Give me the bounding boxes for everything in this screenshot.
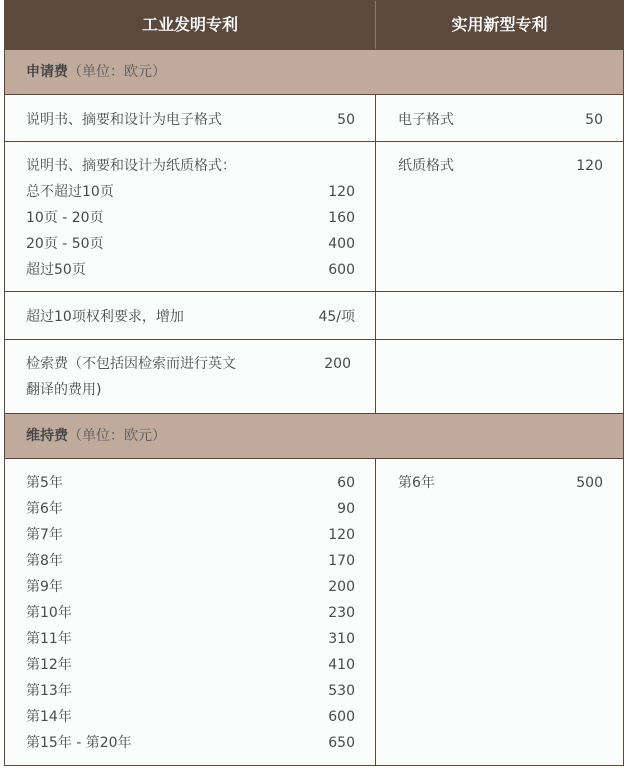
fee-value: 50 [337, 112, 355, 128]
fee-value: 600 [328, 262, 355, 278]
fee-value: 400 [328, 236, 355, 252]
fee-value: 90 [337, 501, 355, 517]
fee-label: 超过50页 [26, 262, 86, 278]
fee-value: 500 [576, 475, 603, 491]
fee-value: 60 [337, 475, 355, 491]
section-application-fees [5, 49, 623, 95]
fee-label: 说明书、摘要和设计为电子格式 [26, 112, 222, 128]
fee-value: 310 [328, 631, 355, 647]
fee-label: 第7年 [26, 527, 63, 543]
header-invention-patent: 工业发明专利 [5, 1, 376, 49]
fee-value: 50 [585, 112, 603, 128]
fee-label: 总不超过10页 [26, 184, 114, 200]
fee-label: 第14年 [26, 709, 72, 725]
table-header [5, 1, 623, 49]
table-row [5, 340, 623, 413]
utility-cell [376, 292, 623, 339]
fee-label: 第13年 [26, 683, 72, 699]
fee-value: 45/项 [318, 309, 355, 325]
fee-value: 650 [328, 735, 355, 751]
fee-value: 200 [324, 356, 351, 372]
invention-cell [5, 459, 376, 765]
fee-label: 翻译的费用) [26, 382, 102, 398]
utility-cell [376, 459, 623, 765]
fee-label: 说明书、摘要和设计为纸质格式： [26, 158, 236, 174]
fee-label: 第6年 [26, 501, 63, 517]
fee-label: 第12年 [26, 657, 72, 673]
table-row [5, 95, 623, 142]
fee-label: 10页 - 20页 [26, 210, 104, 226]
fee-value: 120 [576, 158, 603, 174]
fee-label: 纸质格式 [398, 158, 454, 174]
fee-table [4, 0, 624, 766]
fee-value: 120 [328, 527, 355, 543]
section-title: 申请费 [26, 64, 68, 80]
fee-value: 120 [328, 184, 355, 200]
table-row [5, 292, 623, 340]
fee-label: 超过10项权利要求，增加 [26, 309, 184, 325]
fee-label: 第11年 [26, 631, 72, 647]
fee-value: 410 [328, 657, 355, 673]
invention-cell [5, 95, 376, 141]
fee-label: 检索费（不包括因检索而进行英文 [26, 356, 236, 372]
fee-value: 200 [328, 579, 355, 595]
fee-value: 170 [328, 553, 355, 569]
section-unit: （单位：欧元） [68, 64, 166, 80]
table-row [5, 459, 623, 765]
fee-label: 第9年 [26, 579, 63, 595]
fee-label: 第5年 [26, 475, 63, 491]
fee-label: 电子格式 [398, 112, 454, 128]
invention-cell [5, 142, 376, 291]
header-utility-model: 实用新型专利 [451, 15, 548, 34]
section-unit: （单位：欧元） [68, 428, 166, 444]
fee-label: 第6年 [398, 475, 435, 491]
fee-label: 第8年 [26, 553, 63, 569]
fee-value: 230 [328, 605, 355, 621]
invention-cell [5, 340, 376, 413]
fee-label: 第10年 [26, 605, 72, 621]
fee-value: 160 [328, 210, 355, 226]
section-maintenance-fees [5, 413, 623, 459]
fee-value: 530 [328, 683, 355, 699]
fee-label: 第15年 - 第20年 [26, 735, 132, 751]
utility-cell [376, 142, 623, 291]
section-title: 维持费 [26, 428, 68, 444]
utility-cell [376, 95, 623, 141]
fee-label: 20页 - 50页 [26, 236, 104, 252]
fee-value: 600 [328, 709, 355, 725]
table-row [5, 142, 623, 292]
invention-cell [5, 292, 376, 339]
utility-cell [376, 340, 623, 413]
